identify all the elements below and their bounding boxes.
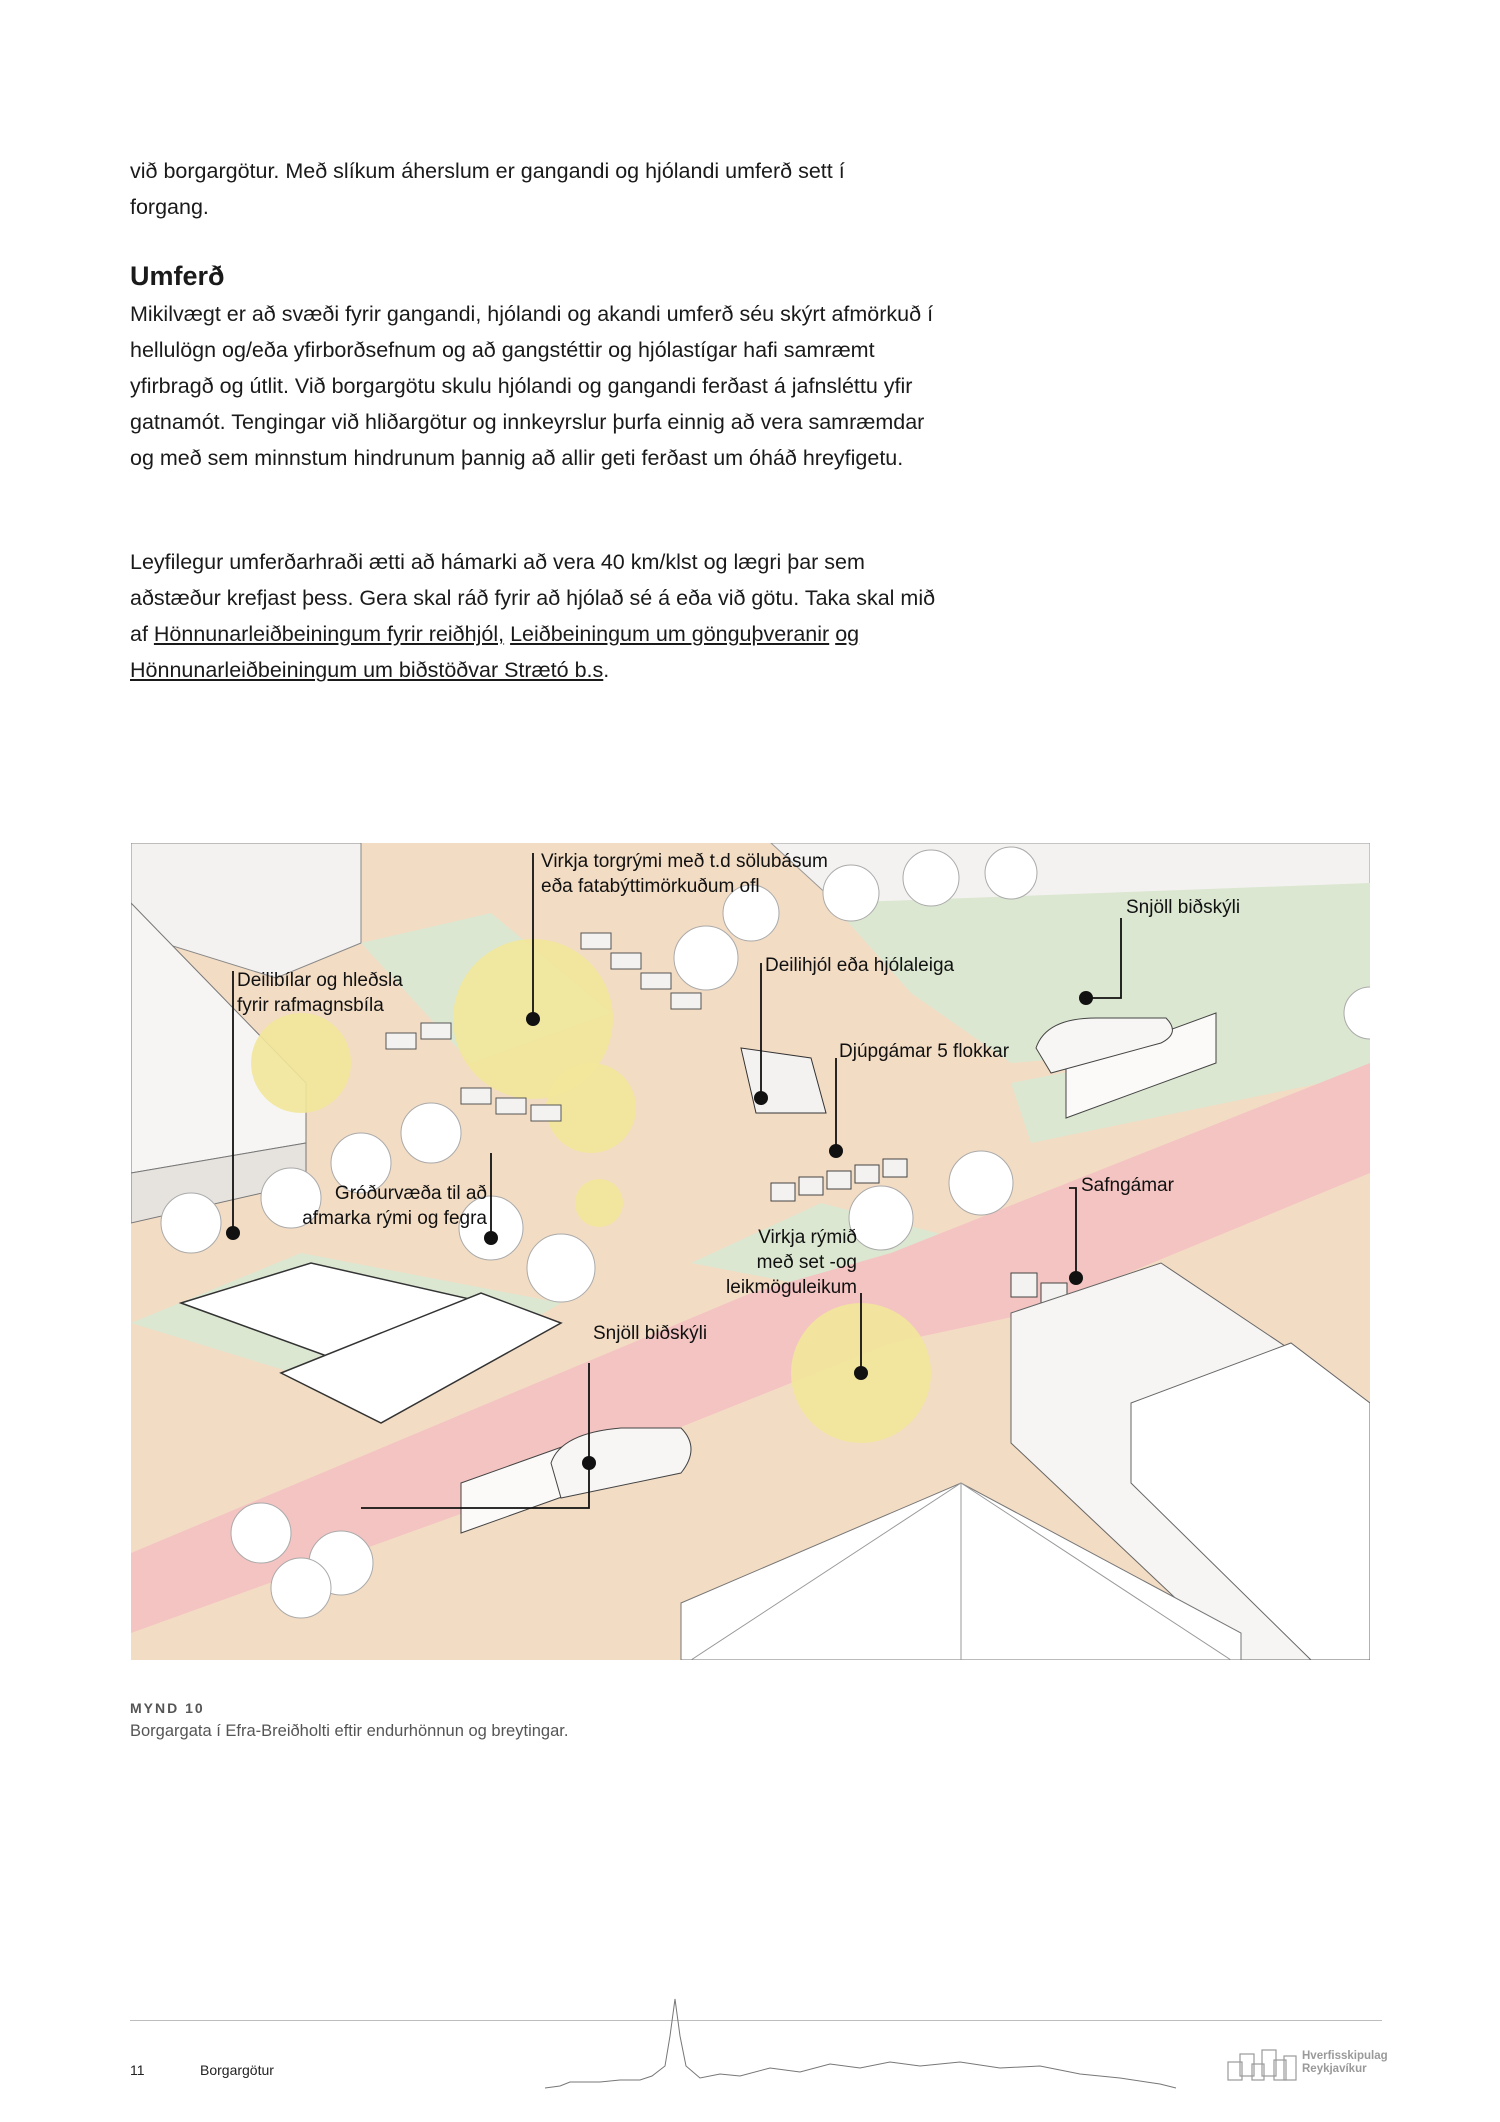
- logo-text-line2: Reykjavíkur: [1302, 2063, 1367, 2075]
- label-greenery: [281, 1181, 487, 1231]
- label-car-sharing: [237, 968, 403, 1018]
- traffic-paragraph-2: [130, 544, 950, 688]
- label-smart-shelter-top: Snjöll biðskýli: [1126, 897, 1241, 918]
- link-crossing-guidelines[interactable]: Leiðbeiningum um gönguþveranir: [510, 622, 830, 646]
- logo-text: [1302, 2050, 1388, 2076]
- label-greenery-line1: Gróðurvæða til að: [334, 1183, 487, 1204]
- label-play-space-line3: leikmöguleikum: [726, 1277, 857, 1298]
- label-deep-containers: Djúpgámar 5 flokkar: [839, 1041, 1010, 1062]
- label-play-space: [651, 1225, 857, 1300]
- link-connector-word: og: [835, 622, 860, 646]
- link-bicycle-guidelines[interactable]: Hönnunarleiðbeiningum fyrir reiðhjól,: [153, 622, 505, 646]
- label-active-square-line1: Virkja torgrými með t.d sölubásum: [541, 851, 828, 872]
- footer-section-name: Borgargötur: [200, 2062, 274, 2078]
- paragraph-2-end: .: [603, 658, 610, 682]
- label-active-square-line2: eða fatabýttimörkuðum ofl: [541, 876, 760, 897]
- intro-line-1: við borgargötur. Með slíkum áherslum er gangandi og hjólandi umferð sett í: [130, 159, 845, 183]
- label-car-sharing-line1: Deilibílar og hleðsla: [237, 970, 403, 991]
- label-active-square: [541, 849, 828, 899]
- figure-label: MYND 10: [130, 1700, 205, 1716]
- skyline-drawing: [540, 1996, 1180, 2092]
- figure-caption: Borgargata í Efra-Breiðholti eftir endurhönnun og breytingar.: [130, 1722, 569, 1740]
- traffic-paragraph-1: Mikilvægt er að svæði fyrir gangandi, hjólandi og akandi umferð séu skýrt afmörkuð í hellulögn og/eða yfirborðsefnum og að gangstéttir og hjólastígar hafi samræmt yfirbragð og útlit. Við borgargötu skulu hjólandi og gangandi ferðast á jafnsléttu yfir gatnamót. Tengingar við hliðargötur og innkeyrslur þurfa einnig að vera samræmdar og með sem minnstum hindrunum þannig að allir geti ferðast um óháð hreyfigetu.: [130, 302, 934, 470]
- intro-line-2: forgang.: [130, 195, 209, 219]
- street-illustration: [131, 843, 1370, 1660]
- label-play-space-line1: Virkja rýmið: [758, 1227, 857, 1248]
- plaza-circle: [251, 1013, 351, 1113]
- logo-text-line1: Hverfisskipulag: [1302, 2050, 1388, 2062]
- label-smart-shelter-bottom: Snjöll biðskýli: [593, 1323, 708, 1344]
- plaza-circle: [575, 1179, 623, 1227]
- intro-text: [130, 153, 950, 225]
- label-car-sharing-line2: fyrir rafmagnsbíla: [237, 995, 384, 1016]
- label-play-space-line2: með set -og: [756, 1252, 857, 1273]
- label-bike-sharing: Deilihjól eða hjólaleiga: [765, 955, 955, 976]
- label-collection-containers: Safngámar: [1081, 1175, 1174, 1196]
- page-number: 11: [130, 2062, 145, 2078]
- section-title: Umferð: [130, 261, 225, 291]
- label-greenery-line2: afmarka rými og fegra: [302, 1208, 487, 1229]
- paragraph-2-intro: Leyfilegur umferðarhraði ætti að hámarki að vera 40 km/klst og lægri þar sem aðstæður krefjast þess. Gera skal ráð fyrir að hjólað sé á eða við götu. Taka skal mið af: [130, 550, 936, 646]
- link-bus-stop-text: Hönnunarleiðbeiningum um biðstöðvar Strætó b.s: [130, 658, 604, 682]
